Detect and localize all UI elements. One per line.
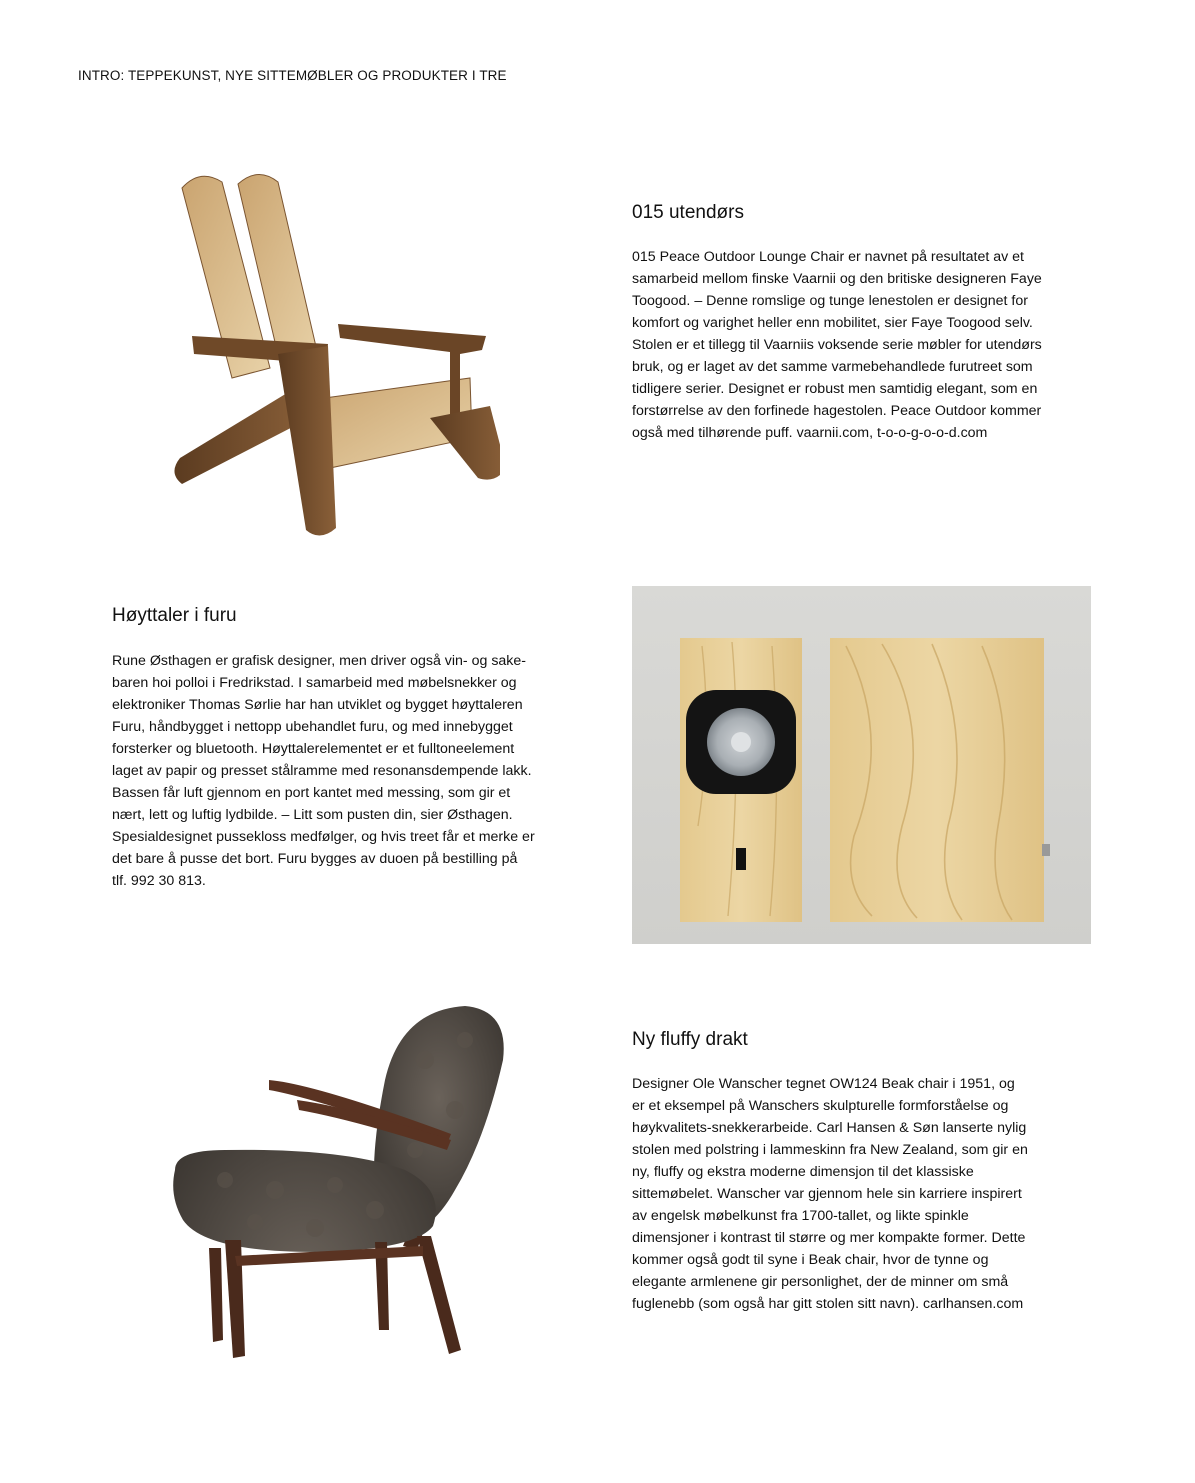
pine-speaker-image — [632, 586, 1091, 944]
article-body-pine-speaker: Rune Østhagen er grafisk designer, men driver også vin- og sake- baren hoi polloi i Fredrikstad. I samarbeid med møbelsnekker og elektroniker Thomas Sørlie har han utviklet og bygget høyttaleren Furu, håndbygget i nettopp ubehandlet furu, og med innebygget forsterker og bluetooth. Høyttalerelementet er et fulltoneelement laget av papir og presset stålramme med resonansdempende lakk. Bassen får luft gjennom en port kantet med messing, som gir et nært, lett og luftig lydbilde. – Litt som pusten din, sier Østhagen. Spesialdesignet pussekloss medfølger, og hvis treet får et merke er det bare å pusse det bort. Furu bygges av duoen på bestilling på tlf. 992 30 813. — [112, 653, 535, 889]
article-title-beak-chair: Ny fluffy drakt — [632, 1029, 748, 1050]
article-title-pine-speaker: Høyttaler i furu — [112, 605, 237, 626]
pine-speaker-photo-icon — [632, 586, 1091, 944]
page-header: INTRO: TEPPEKUNST, NYE SITTEMØBLER OG PRODUKTER I TRE — [78, 68, 507, 83]
sheepskin-beak-chair-photo-icon — [165, 1000, 515, 1362]
article-body-outdoor-chair: 015 Peace Outdoor Lounge Chair er navnet på resultatet av et samarbeid mellom finske Vaarnii og den britiske designeren Faye Toogood. – Denne romslige og tunge lenestolen er designet for komfort og varighet heller enn mobilitet, sier Faye Toogood selv. Stolen er et tillegg til Vaarniis voksende serie møbler for utendørs bruk, og er laget av det samme varmebehandlede furutreet som tidligere serier. Designet er robust men samtidig elegant, som en forstørrelse av den forfinede hagestolen. Peace Outdoor kommer også med tilhørende puff. vaarnii.com, t-o-o-g-o-o-d.com — [632, 249, 1042, 441]
article-title-outdoor-chair: 015 utendørs — [632, 202, 744, 223]
article-body-beak-chair: Designer Ole Wanscher tegnet OW124 Beak chair i 1951, og er et eksempel på Wanschers skulpturelle formforståelse og høykvalitets-snekkerarbeide. Carl Hansen & Søn lanserte nylig stolen med polstring i lammeskinn fra New Zealand, som gir en ny, fluffy og ekstra moderne dimensjon til det klassiske sittemøbelet. Wanscher var gjennom hele sin karriere inspirert av engelsk møbelkunst fra 1700-tallet, og likte spinkle dimensjoner i kontrast til større og mer kompakte former. Dette kommer også godt til syne i Beak chair, hvor de tynne og elegante armlenene gir personlighet, der de minner om små fuglenebb (som også har gitt stolen sitt navn). carlhansen.com — [632, 1076, 1028, 1312]
outdoor-lounge-chair-image — [160, 168, 500, 542]
wooden-lounge-chair-photo-icon — [160, 168, 500, 542]
beak-chair-image — [165, 1000, 515, 1362]
